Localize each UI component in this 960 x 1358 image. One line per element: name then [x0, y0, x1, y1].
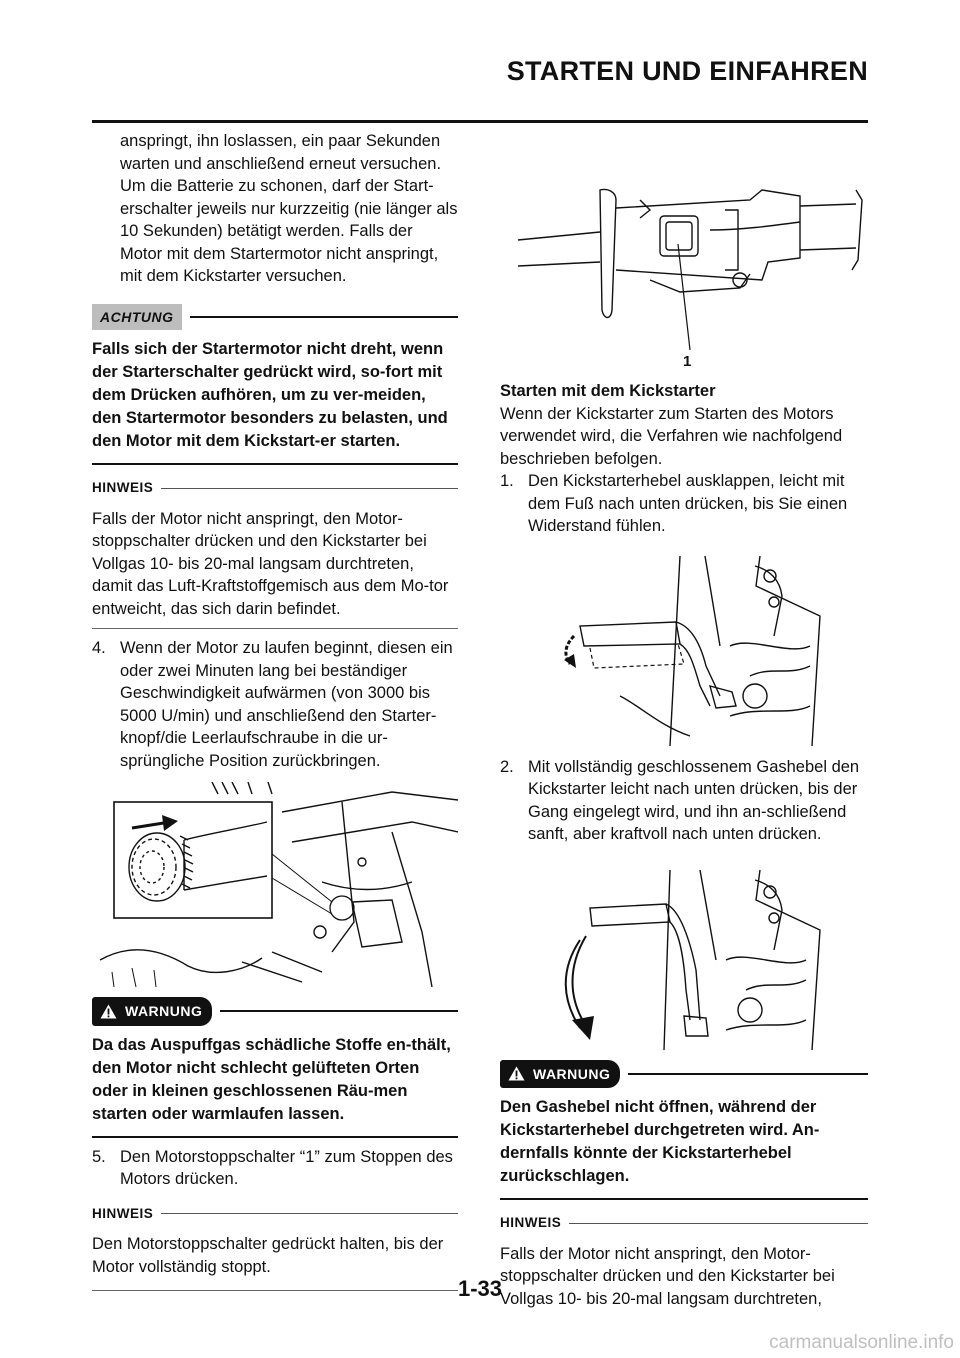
hinweis-rule: [161, 1213, 458, 1214]
step-number: 5.: [92, 1147, 106, 1166]
warnung-label: WARNUNG: [125, 1003, 203, 1019]
title-rule: [92, 120, 868, 123]
warnung-badge: [500, 1060, 620, 1089]
achtung-badge: ACHTUNG: [92, 304, 182, 331]
warning-icon: [508, 1066, 525, 1081]
achtung-end-rule: [92, 463, 458, 465]
section-subheading: Starten mit dem Kickstarter: [500, 382, 716, 400]
step-text: Den Motorstoppschalter “1” zum Stoppen des Motors drücken.: [120, 1147, 453, 1188]
hinweis-label: HINWEIS: [500, 1215, 562, 1230]
step-text: Den Kickstarterhebel ausklappen, leicht mit dem Fuß nach unten drücken, bis Sie einen Widerstand fühlen.: [528, 472, 848, 535]
step-1: [500, 470, 868, 538]
warnung-text: Da das Auspuffgas schädliche Stoffe en-thält, den Motor nicht schlecht gelüfteten Orten oder in kleinen geschlossenen Räu-men starten oder warmlaufen lassen.: [92, 1035, 451, 1123]
hinweis-text: Den Motorstoppschalter gedrückt halten, bis der Motor vollständig stoppt.: [92, 1235, 444, 1276]
step-text: Wenn der Motor zu laufen beginnt, diesen ein oder zwei Minuten lang bei beständiger Geschwindigkeit aufwärmen (von 3000 bis 5000 U/min) und anschließend den Starter-knopf/die Leerlaufschraube in die ur-sprüngliche Position zurückbringen.: [120, 639, 453, 770]
step-number: 4.: [92, 639, 106, 657]
hinweis-header: [92, 477, 458, 500]
watermark: carmanualsonline.info: [769, 1332, 954, 1353]
starter-knob-illustration: [92, 782, 458, 987]
step-2: [500, 756, 868, 846]
achtung-rule: [190, 316, 459, 318]
warnung-label: WARNUNG: [533, 1065, 611, 1082]
kickstarter-push-illustration: [550, 870, 918, 1050]
step-number: 1.: [500, 472, 514, 490]
warnung-badge: [92, 997, 212, 1026]
warnung-header: [500, 1060, 868, 1089]
hinweis-text: Falls der Motor nicht anspringt, den Motor-stoppschalter drücken und den Kickstarter bei Vollgas 10- bis 20-mal langsam durchtreten, damit das Luft-Kraftstoffgemisch aus dem Mo-tor entweicht, das sich darin befindet.: [92, 509, 449, 618]
kickstarter-unfold-illustration: [560, 556, 928, 746]
left-column: [92, 130, 458, 1291]
warnung-end-rule: [92, 1136, 458, 1138]
warnung-text: Den Gashebel nicht öffnen, während der Kickstarterhebel durchgetreten wird. An-dernfalls könnte der Kickstarterhebel zurückschlagen.: [500, 1098, 820, 1185]
hinweis-header: [500, 1212, 868, 1235]
warnung-end-rule: [500, 1198, 868, 1200]
step-text: Mit vollständig geschlossenem Gashebel den Kickstarter leicht nach unten drücken, bis der Gang eingelegt wird, und ihn an-schließend sanft, aber kraftvoll nach unten drücken.: [528, 757, 860, 843]
warnung-header: [92, 997, 458, 1026]
warnung-rule: [628, 1073, 868, 1075]
hinweis-text: Falls der Motor nicht anspringt, den Motor-stoppschalter drücken und den Kickstarter bei Vollgas 10- bis 20-mal langsam durchtreten,: [500, 1244, 835, 1308]
warning-icon: [100, 1004, 117, 1019]
hinweis-rule: [161, 488, 458, 489]
hinweis-label: HINWEIS: [92, 1205, 154, 1221]
hinweis-end-rule: [92, 628, 458, 629]
right-column: [500, 130, 868, 1310]
page-number: 1-33: [457, 1276, 503, 1301]
achtung-header: [92, 304, 458, 331]
hinweis-rule: [569, 1223, 868, 1224]
step-5: [92, 1146, 458, 1191]
hinweis-header: [92, 1203, 458, 1226]
hinweis-label: HINWEIS: [92, 480, 154, 495]
engine-stop-switch-illustration: [500, 170, 868, 380]
warnung-rule: [220, 1010, 458, 1012]
step-number: 2.: [500, 757, 514, 776]
achtung-text: Falls sich der Startermotor nicht dreht, wenn der Starterschalter gedrückt wird, so-fort mit dem Drücken aufhören, um zu ver-meiden, den Startermotor besonders zu belasten, und den Motor mit dem Kickstart-er starten.: [92, 340, 448, 450]
page-title: STARTEN UND EINFAHREN: [506, 56, 868, 86]
kickstarter-intro: Wenn der Kickstarter zum Starten des Motors verwendet wird, die Verfahren wie nachfolgend beschrieben befolgen.: [500, 404, 843, 468]
callout-1: 1: [683, 353, 692, 370]
step-4: [92, 637, 458, 772]
intro-paragraph: anspringt, ihn loslassen, ein paar Sekunden warten und anschließend erneut versuchen. Um die Batterie zu schonen, darf der Start-erschalter jeweils nur kurzzeitig (nie länger als 10 Sekunden) betätigt werden. Falls der Motor mit dem Startermotor nicht anspringt, mit dem Kickstarter versuchen.: [120, 132, 458, 285]
